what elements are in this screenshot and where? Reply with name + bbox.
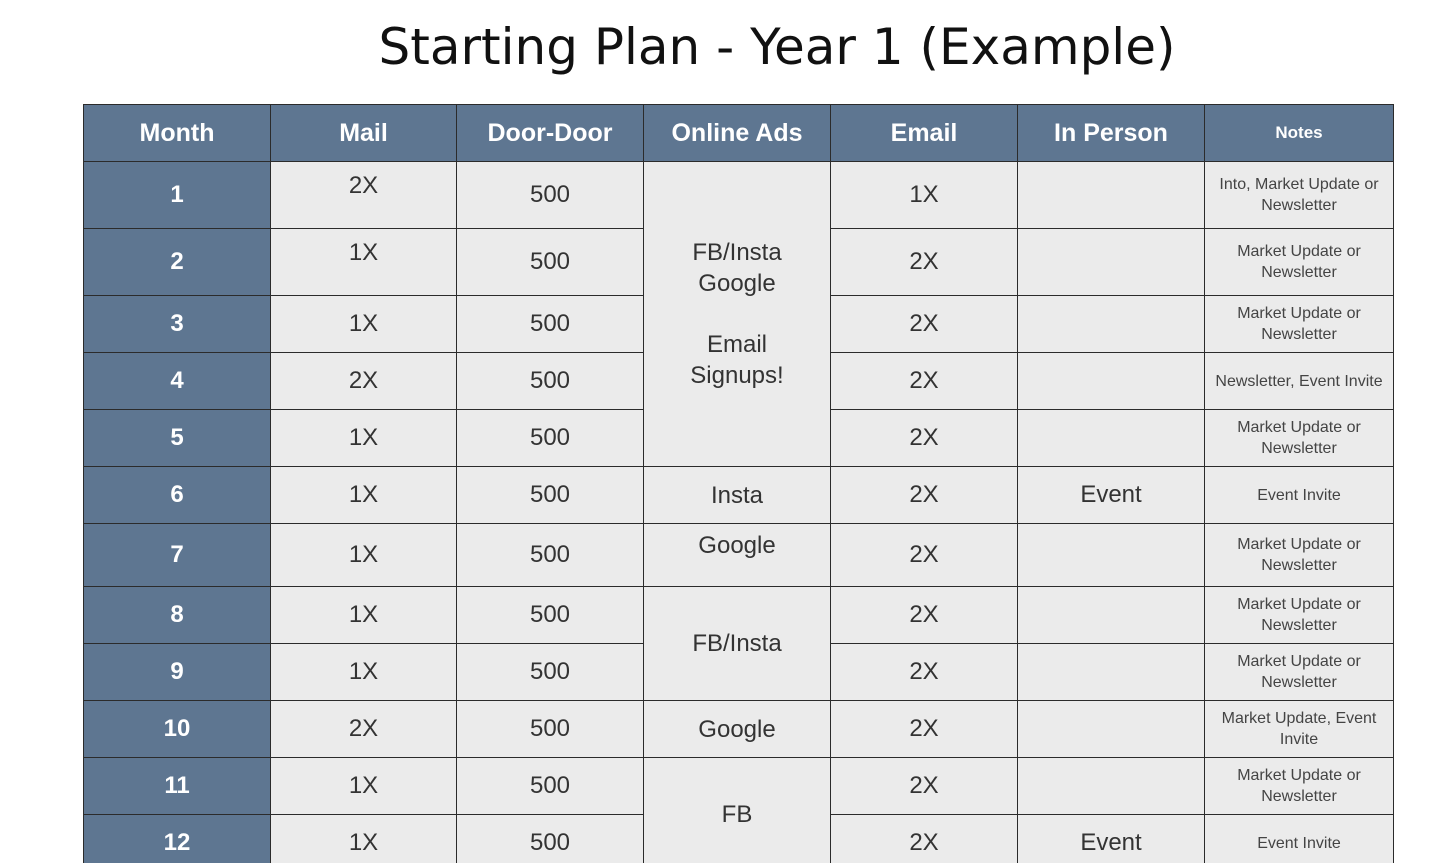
mail-cell: 2X [271, 162, 457, 229]
notes-cell: Into, Market Update or Newsletter [1205, 162, 1394, 229]
notes-cell: Market Update or Newsletter [1205, 587, 1394, 644]
mail-cell: 1X [271, 758, 457, 815]
column-header-mail: Mail [271, 105, 457, 162]
door-door-cell: 500 [457, 410, 644, 467]
notes-cell: Market Update, Event Invite [1205, 701, 1394, 758]
notes-cell: Market Update or Newsletter [1205, 644, 1394, 701]
in-person-cell [1018, 410, 1205, 467]
email-cell: 2X [831, 467, 1018, 524]
online-ads-cell-months-11-12: FB [644, 758, 831, 863]
column-header-email: Email [831, 105, 1018, 162]
online-ads-line: Google [698, 270, 776, 297]
month-cell: 9 [84, 644, 271, 701]
notes-cell: Event Invite [1205, 815, 1394, 863]
mail-cell: 2X [271, 353, 457, 410]
in-person-cell [1018, 162, 1205, 229]
email-cell: 2X [831, 353, 1018, 410]
notes-cell: Newsletter, Event Invite [1205, 353, 1394, 410]
mail-cell: 2X [271, 701, 457, 758]
month-cell: 8 [84, 587, 271, 644]
door-door-cell: 500 [457, 353, 644, 410]
in-person-cell [1018, 353, 1205, 410]
month-cell: 12 [84, 815, 271, 863]
month-cell: 6 [84, 467, 271, 524]
email-cell: 1X [831, 162, 1018, 229]
mail-cell: 1X [271, 467, 457, 524]
online-ads-cell-months-1-5 [644, 162, 831, 467]
notes-cell: Market Update or Newsletter [1205, 410, 1394, 467]
table-row [84, 758, 1394, 815]
table-row [84, 701, 1394, 758]
door-door-cell: 500 [457, 467, 644, 524]
mail-cell: 1X [271, 644, 457, 701]
door-door-cell: 500 [457, 701, 644, 758]
door-door-cell: 500 [457, 296, 644, 353]
mail-cell: 1X [271, 524, 457, 587]
in-person-cell [1018, 758, 1205, 815]
online-ads-line: FB/Insta [692, 239, 782, 266]
notes-cell: Market Update or Newsletter [1205, 296, 1394, 353]
email-cell: 2X [831, 587, 1018, 644]
mail-cell: 1X [271, 587, 457, 644]
month-cell: 3 [84, 296, 271, 353]
month-cell: 4 [84, 353, 271, 410]
mail-cell: 1X [271, 410, 457, 467]
mail-cell: 1X [271, 815, 457, 863]
door-door-cell: 500 [457, 162, 644, 229]
email-cell: 2X [831, 701, 1018, 758]
mail-cell: 1X [271, 296, 457, 353]
month-cell: 10 [84, 701, 271, 758]
table-row [84, 587, 1394, 644]
in-person-cell [1018, 229, 1205, 296]
door-door-cell: 500 [457, 758, 644, 815]
door-door-cell: 500 [457, 587, 644, 644]
online-ads-cell-month-7: Google [644, 524, 831, 587]
email-cell: 2X [831, 296, 1018, 353]
mail-cell: 1X [271, 229, 457, 296]
page-title: Starting Plan - Year 1 (Example) [378, 18, 1176, 76]
email-cell: 2X [831, 229, 1018, 296]
notes-cell: Market Update or Newsletter [1205, 758, 1394, 815]
month-cell: 1 [84, 162, 271, 229]
online-ads-cell-month-10: Google [644, 701, 831, 758]
notes-cell: Market Update or Newsletter [1205, 229, 1394, 296]
door-door-cell: 500 [457, 815, 644, 863]
column-header-month: Month [84, 105, 271, 162]
email-cell: 2X [831, 524, 1018, 587]
column-header-in-person: In Person [1018, 105, 1205, 162]
door-door-cell: 500 [457, 524, 644, 587]
table-row [84, 162, 1394, 229]
column-header-door-door: Door-Door [457, 105, 644, 162]
online-ads-line: Email [706, 331, 767, 358]
table-row [84, 467, 1394, 524]
month-cell: 7 [84, 524, 271, 587]
email-cell: 2X [831, 815, 1018, 863]
online-ads-cell-months-8-9: FB/Insta [644, 587, 831, 701]
email-cell: 2X [831, 758, 1018, 815]
in-person-cell [1018, 587, 1205, 644]
online-ads-cell-month-6: Insta [644, 467, 831, 524]
month-cell: 2 [84, 229, 271, 296]
notes-cell: Event Invite [1205, 467, 1394, 524]
in-person-cell [1018, 644, 1205, 701]
table-row [84, 524, 1394, 587]
column-header-notes: Notes [1205, 105, 1394, 162]
in-person-cell: Event [1018, 815, 1205, 863]
door-door-cell: 500 [457, 229, 644, 296]
door-door-cell: 500 [457, 644, 644, 701]
email-cell: 2X [831, 644, 1018, 701]
month-cell: 5 [84, 410, 271, 467]
column-header-online-ads: Online Ads [644, 105, 831, 162]
in-person-cell: Event [1018, 467, 1205, 524]
month-cell: 11 [84, 758, 271, 815]
online-ads-line: Signups! [690, 362, 784, 389]
email-cell: 2X [831, 410, 1018, 467]
table-header-row [84, 105, 1394, 162]
notes-cell: Market Update or Newsletter [1205, 524, 1394, 587]
in-person-cell [1018, 296, 1205, 353]
plan-table [83, 104, 1394, 863]
in-person-cell [1018, 701, 1205, 758]
in-person-cell [1018, 524, 1205, 587]
